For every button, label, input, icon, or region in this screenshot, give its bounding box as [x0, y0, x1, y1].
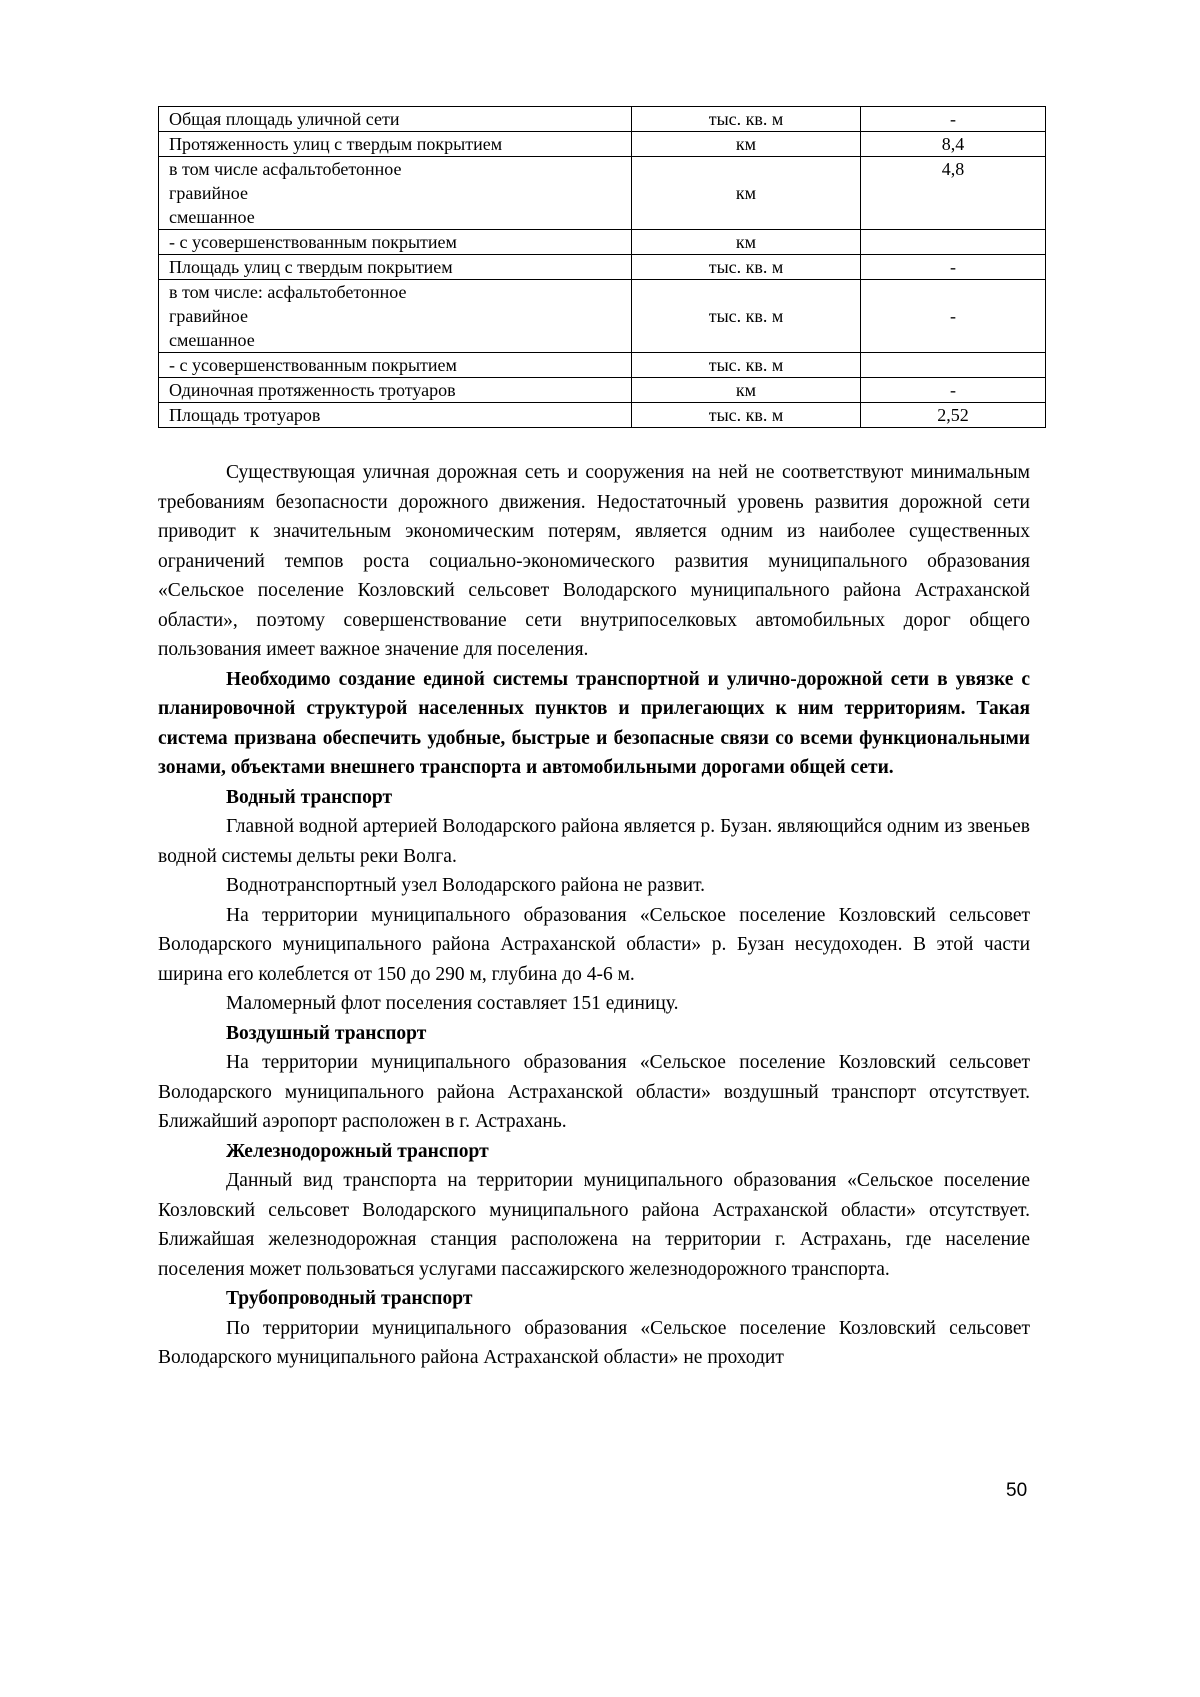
table-row: Протяженность улиц с твердым покрытием км 8,4	[159, 132, 1046, 157]
table-row: - с усовершенствованным покрытием тыс. кв. м	[159, 353, 1046, 378]
paragraph: Воднотранспортный узел Володарского района не развит.	[226, 875, 706, 896]
paragraph: Существующая уличная дорожная сеть и сооружения на ней не соответствуют минимальным требованиям безопасности дорожного движения. Недостаточный уровень развития дорожной сети приводит к значительным экономическим потерям, является одним из наиболее существенных ограничений темпов роста социально-экономического развития муниципального образования «Сельское поселение Козловский сельсовет Володарского муниципального района Астраханской области», поэтому совершенствование сети внутрипоселковых автомобильных дорог общего пользования имеет важное значение для поселения.	[158, 462, 1030, 660]
table-row: Общая площадь уличной сети тыс. кв. м -	[159, 107, 1046, 132]
section-heading: Железнодорожный транспорт	[226, 1140, 489, 1162]
section-heading: Водный транспорт	[226, 786, 393, 808]
street-network-table	[158, 106, 1046, 428]
table-row: Площадь тротуаров тыс. кв. м 2,52	[159, 403, 1046, 428]
paragraph: Маломерный флот поселения составляет 151 единицу.	[226, 993, 679, 1014]
table-row: Одиночная протяженность тротуаров км -	[159, 378, 1046, 403]
section-heading: Воздушный транспорт	[226, 1022, 427, 1044]
paragraph: Данный вид транспорта на территории муниципального образования «Сельское поселение Козловский сельсовет Володарского муниципального района Астраханской области» отсутствует. Ближайшая железнодорожная станция расположена на территории г. Астрахань, где население поселения может пользоваться услугами пассажирского железнодорожного транспорта.	[158, 1170, 1030, 1280]
paragraph: По территории муниципального образования «Сельское поселение Козловский сельсовет Володарского муниципального района Астраханской области» не проходит	[158, 1317, 1030, 1368]
body-text	[158, 458, 1030, 1373]
paragraph-bold: Необходимо создание единой системы транспортной и улично-дорожной сети в увязке с планировочной структурой населенных пунктов и прилегающих к ним территориям. Такая система призвана обеспечить удобные, быстрые и безопасные связи со всеми функциональными зонами, объектами внешнего транспорта и автомобильными дорогами общей сети.	[158, 668, 1030, 778]
table-row: в том числе: асфальтобетонное гравийное смешанное тыс. кв. м -	[159, 280, 1046, 353]
table-row: в том числе асфальтобетонное гравийное смешанное км 4,8	[159, 157, 1046, 230]
paragraph: На территории муниципального образования «Сельское поселение Козловский сельсовет Володарского муниципального района Астраханской области» воздушный транспорт отсутствует. Ближайший аэропорт расположен в г. Астрахань.	[158, 1052, 1030, 1132]
table-row: Площадь улиц с твердым покрытием тыс. кв. м -	[159, 255, 1046, 280]
section-heading: Трубопроводный транспорт	[226, 1288, 473, 1309]
paragraph: Главной водной артерией Володарского района является р. Бузан. являющийся одним из звеньев водной системы дельты реки Волга.	[158, 816, 1030, 867]
table-row: - с усовершенствованным покрытием км	[159, 230, 1046, 255]
page-number: 50	[1006, 1480, 1028, 1501]
paragraph: На территории муниципального образования «Сельское поселение Козловский сельсовет Володарского муниципального района Астраханской области» р. Бузан несудоходен. В этой части ширина его колеблется от 150 до 290 м, глубина до 4-6 м.	[158, 904, 1030, 985]
